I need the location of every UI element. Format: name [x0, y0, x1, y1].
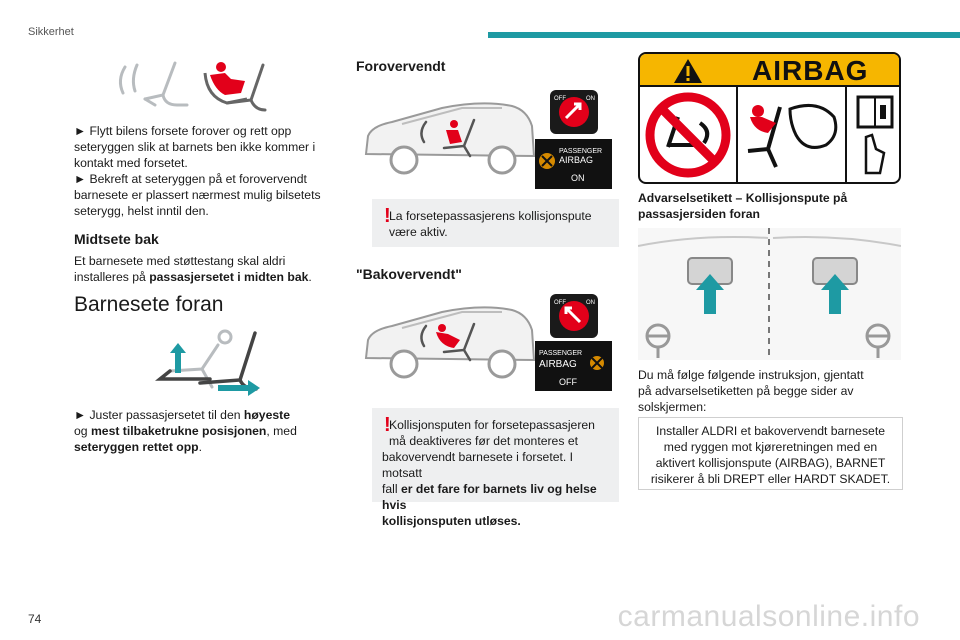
warning-line: med ryggen mot kjøreretningen med en: [663, 440, 878, 454]
note-line: kollisjonsputen utløses.: [382, 514, 521, 528]
switch-off-label: OFF: [554, 300, 566, 306]
indicator-on: ON: [571, 173, 585, 183]
note-line: være aktiv.: [389, 225, 448, 239]
indicator-passenger: PASSENGER: [559, 148, 603, 155]
text-span: ► Juster passasjersetet til den: [74, 408, 244, 422]
read-manual-icon: [858, 97, 892, 173]
instruction-line: kontakt med forsetet.: [74, 156, 188, 170]
text-span: installeres på: [74, 270, 150, 284]
indicator-passenger: PASSENGER: [539, 350, 583, 357]
section-title: Sikkerhet: [28, 26, 74, 38]
page-number: 74: [28, 612, 42, 626]
heading-forovervendt: Forovervendt: [356, 58, 446, 74]
text-line: [74, 407, 344, 423]
warning-instruction-box: [638, 417, 903, 490]
car-forward-illustration: [362, 96, 537, 178]
instruction-line: seteryggen slik at barnets ben ikke kommer i: [74, 140, 316, 154]
header-accent-bar: [488, 32, 960, 38]
text-span: .: [308, 270, 312, 284]
seat-adjust-illustration: [140, 325, 275, 397]
text-line: [74, 423, 344, 439]
airbag-indicator-on: [535, 139, 612, 189]
warning-exclamation-icon: !: [384, 414, 391, 436]
heading-bakovervendt: "Bakovervendt": [356, 266, 462, 282]
text-span: .: [198, 440, 202, 454]
caption-line: passasjersiden foran: [638, 207, 760, 221]
instruction-line: seterygg, helst inntil den.: [74, 204, 209, 218]
instruction-line: på advarselsetiketten på begge sider av: [638, 384, 854, 398]
car-rear-facing-illustration: [362, 300, 537, 382]
warning-line: risikerer å bli DREPT eller HARDT SKADET.: [650, 472, 891, 486]
text-span: og: [74, 424, 91, 438]
warning-exclamation-icon: !: [384, 205, 391, 227]
note-line: må deaktiveres før det monteres et: [389, 434, 578, 448]
airbag-deploy-icon: [748, 105, 836, 167]
instruction-line: Du må følge følgende instruksjon, gjentatt: [638, 368, 864, 382]
prohibited-rear-facing-icon: [650, 97, 726, 173]
warning-line: aktivert kollisjonspute (AIRBAG), BARNET: [655, 456, 886, 470]
note-keep-airbag-active: [372, 199, 619, 247]
text-line: Et barnesete med støttestang skal aldri: [74, 254, 286, 268]
instruction-line: barnesete er plassert nærmest mulig bilsetets: [74, 188, 321, 202]
note-line: Kollisjonsputen for forsetepassasjeren: [389, 418, 595, 432]
instruction-line: solskjermen:: [638, 400, 707, 414]
indicator-airbag: AIRBAG: [559, 155, 594, 165]
warning-label-pictograms: [640, 87, 901, 182]
instruction-line: ► Bekreft at seteryggen på et forovervendt: [74, 172, 307, 186]
text-line: [74, 269, 344, 285]
switch-on-label: ON: [586, 300, 595, 306]
note-line: bakovervendt barnesete i forsetet. I motsatt: [382, 450, 574, 480]
sun-visor-label-locations: [638, 228, 901, 360]
text-bold: mest tilbaketrukne posisjonen: [90, 424, 267, 438]
warning-label-title: AIRBAG: [752, 55, 869, 86]
text-span: , med: [266, 424, 297, 438]
airbag-warning-label: [638, 52, 901, 184]
indicator-airbag: AIRBAG: [539, 359, 577, 370]
warning-triangle-icon: [672, 57, 704, 85]
text-bold: passasjersetet i midten bak: [149, 270, 309, 284]
switch-on-label: ON: [586, 96, 595, 102]
warning-line: Installer ALDRI et bakovervendt barnesete: [656, 424, 885, 438]
text-bold: er det fare for barnets liv og helse hvis: [382, 482, 597, 512]
note-line: La forsetepassasjerens kollisjonspute: [389, 209, 592, 223]
child-seat-icon: [205, 62, 247, 103]
text-span: fall: [382, 482, 401, 496]
text-bold: seteryggen rettet opp: [74, 440, 199, 454]
airbag-indicator-off: [535, 341, 612, 391]
note-line: [382, 481, 609, 513]
text-bold: høyeste: [243, 408, 290, 422]
text-line: [74, 439, 344, 455]
heading-midtsete-bak: Midtsete bak: [74, 231, 159, 247]
airbag-switch-icon: [550, 294, 598, 338]
airbag-switch-icon: [550, 90, 598, 134]
seat-forward-illustration: [115, 55, 275, 117]
indicator-off: OFF: [559, 377, 577, 387]
warning-label-header: [640, 54, 899, 87]
instruction-line: ► Flytt bilens forsete forover og rett opp: [74, 124, 292, 138]
switch-off-label: OFF: [554, 96, 566, 102]
watermark: carmanualsonline.info: [617, 600, 920, 633]
caption-line: Advarselsetikett – Kollisjonspute på: [638, 191, 848, 205]
heading-barnesete-foran: Barnesete foran: [74, 293, 224, 316]
note-deactivate-airbag: [372, 408, 619, 528]
